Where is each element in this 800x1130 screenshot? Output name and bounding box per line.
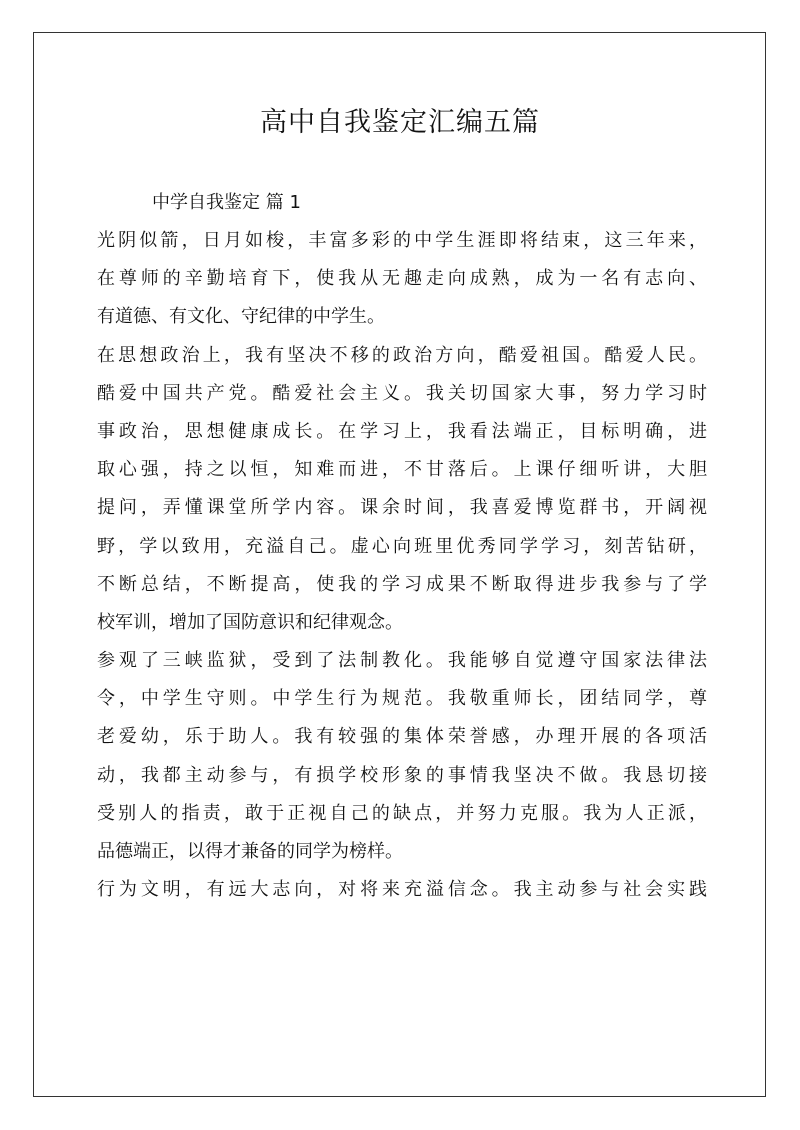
text-line: 品德端正，以得才兼备的同学为榜样。 [97,841,403,862]
text-line: 野，学以致用，充溢自己。虚心向班里优秀同学学习，刻苦钻研， [97,535,707,557]
text-line: 参观了三峡监狱，受到了法制教化。我能够自觉遵守国家法律法 [97,650,707,672]
text-line: 校军训，增加了国防意识和纪律观念。 [97,611,403,633]
text-line: 取心强，持之以恒，知难而进，不甘落后。上课仔细听讲，大胆 [97,459,707,481]
document-body [97,222,707,909]
text-line: 行为文明，有远大志向，对将来充溢信念。我主动参与社会实践 [97,879,707,901]
text-line: 事政治，思想健康成长。在学习上，我看法端正，目标明确，进 [97,420,707,442]
section-heading: 中学自我鉴定 篇 1 [152,192,301,213]
text-line: 提问，弄懂课堂所学内容。课余时间，我喜爱博览群书，开阔视 [97,497,707,519]
text-line: 受别人的指责，敢于正视自己的缺点，并努力克服。我为人正派， [97,802,707,824]
document-title: 高中自我鉴定汇编五篇 [260,107,540,138]
text-line: 在尊师的辛勤培育下，使我从无趣走向成熟，成为一名有志向、 [97,268,707,290]
text-line: 令，中学生守则。中学生行为规范。我敬重师长，团结同学，尊 [97,688,707,710]
text-line: 动，我都主动参与，有损学校形象的事情我坚决不做。我恳切接 [97,764,707,786]
text-line: 有道德、有文化、守纪律的中学生。 [97,306,385,328]
text-line: 酷爱中国共产党。酷爱社会主义。我关切国家大事，努力学习时 [97,382,707,404]
text-line: 老爱幼，乐于助人。我有较强的集体荣誉感，办理开展的各项活 [97,726,707,748]
text-line: 不断总结，不断提高，使我的学习成果不断取得进步我参与了学 [97,573,707,595]
text-line: 在思想政治上，我有坚决不移的政治方向，酷爱祖国。酷爱人民。 [97,344,707,366]
text-line: 光阴似箭，日月如梭，丰富多彩的中学生涯即将结束，这三年来， [97,230,707,251]
